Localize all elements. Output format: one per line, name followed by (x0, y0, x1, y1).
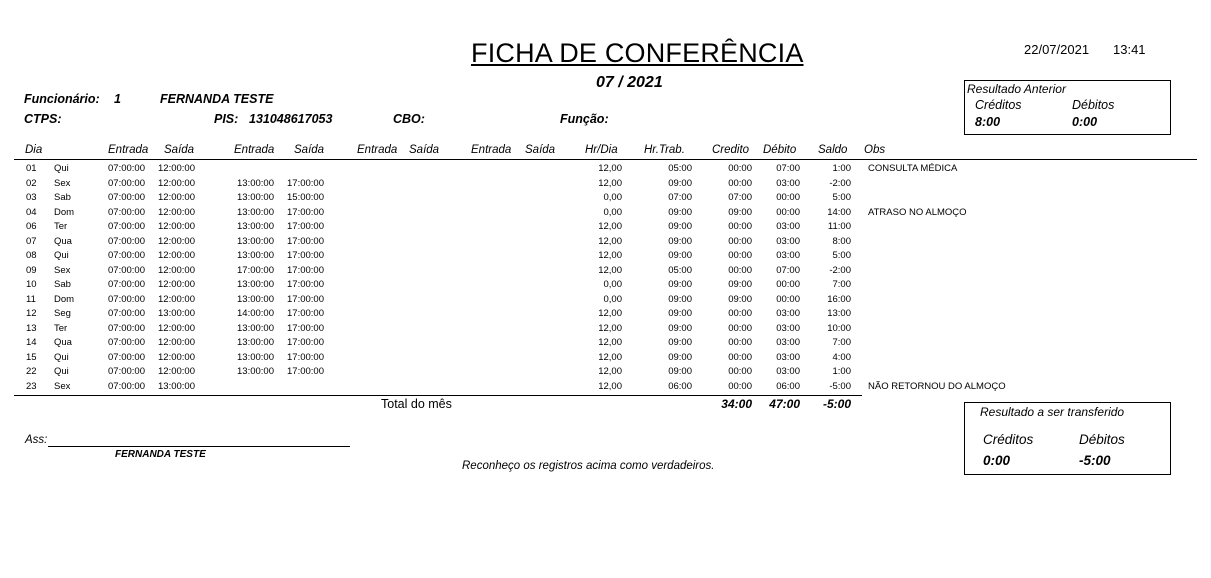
cell-saldo: 13:00 (827, 308, 851, 320)
cell-dia: 04 (26, 206, 37, 218)
cell-hr-trab: 09:00 (668, 250, 692, 262)
cell-hr-dia: 12,00 (598, 366, 622, 378)
cell-dia: 01 (26, 163, 37, 174)
cell-dow: Ter (54, 322, 68, 334)
col-saida-4: Saída (525, 144, 556, 156)
cell-credito: 00:00 (728, 250, 752, 262)
cell-entrada-1: 07:00:00 (108, 177, 145, 189)
cell-saida-1: 13:00:00 (158, 308, 195, 320)
cell-credito: 00:00 (728, 163, 752, 174)
cell-saida-2: 17:00:00 (287, 264, 324, 276)
cell-saida-1: 12:00:00 (158, 279, 195, 291)
transfer-creditos-label: Créditos (983, 432, 1034, 447)
total-credito: 34:00 (721, 397, 752, 411)
cell-saida-2: 17:00:00 (287, 308, 324, 320)
cell-entrada-2: 14:00:00 (237, 308, 274, 320)
cell-debito: 06:00 (776, 380, 800, 392)
cell-dow: Sex (54, 264, 71, 276)
transfer-creditos-value: 0:00 (983, 453, 1011, 468)
table-row (0, 163, 1211, 178)
cell-debito: 03:00 (776, 250, 800, 262)
cell-hr-trab: 07:00 (668, 192, 692, 204)
cell-debito: 03:00 (776, 177, 800, 189)
cell-entrada-2: 13:00:00 (237, 337, 274, 349)
cell-saldo: 11:00 (827, 221, 851, 233)
pis-value: 131048617053 (249, 112, 333, 126)
cell-hr-trab: 09:00 (668, 177, 692, 189)
cell-debito: 03:00 (776, 351, 800, 363)
cell-dow: Qui (54, 366, 69, 378)
col-credito: Credito (712, 144, 750, 156)
cell-hr-trab: 09:00 (668, 322, 692, 334)
cell-hr-trab: 09:00 (668, 221, 692, 233)
cell-saida-2: 17:00:00 (287, 250, 324, 262)
cell-entrada-2: 13:00:00 (237, 192, 274, 204)
cell-dow: Qui (54, 250, 69, 262)
transfer-debitos-value: -5:00 (1079, 453, 1111, 468)
col-saida-1: Saída (164, 144, 195, 156)
cell-hr-trab: 09:00 (668, 366, 692, 378)
cell-saida-2: 17:00:00 (287, 221, 324, 233)
col-hr-trab: Hr.Trab. (644, 144, 685, 156)
cell-hr-dia: 0,00 (603, 192, 622, 204)
cell-credito: 09:00 (728, 293, 752, 305)
cell-saldo: 16:00 (827, 293, 851, 305)
cell-entrada-2: 17:00:00 (237, 264, 274, 276)
cell-hr-trab: 09:00 (668, 206, 692, 218)
cell-hr-trab: 09:00 (668, 235, 692, 247)
print-time: 13:41 (1113, 42, 1146, 57)
cell-debito: 00:00 (776, 192, 800, 204)
cell-hr-dia: 12,00 (598, 264, 622, 276)
table-row (0, 192, 1211, 207)
table-row (0, 279, 1211, 294)
transfer-result-title: Resultado a ser transferido (980, 405, 1125, 419)
previous-debitos-label: Débitos (1072, 98, 1115, 112)
cell-saida-2: 17:00:00 (287, 177, 324, 189)
cell-entrada-1: 07:00:00 (108, 308, 145, 320)
cell-saldo: 10:00 (827, 322, 851, 334)
cell-dia: 07 (26, 235, 37, 247)
cell-entrada-1: 07:00:00 (108, 322, 145, 334)
cell-obs: ATRASO NO ALMOÇO (868, 206, 967, 218)
funcionario-name: FERNANDA TESTE (160, 92, 274, 106)
funcao-label: Função: (560, 112, 609, 126)
cell-saida-1: 12:00:00 (158, 206, 195, 218)
cell-hr-dia: 12,00 (598, 308, 622, 320)
cell-entrada-1: 07:00:00 (108, 264, 145, 276)
cell-credito: 00:00 (728, 322, 752, 334)
cell-dow: Dom (54, 206, 75, 218)
cell-saida-1: 12:00:00 (158, 177, 195, 189)
cell-debito: 07:00 (776, 264, 800, 276)
table-row (0, 207, 1211, 222)
cell-entrada-1: 07:00:00 (108, 163, 145, 174)
cell-hr-dia: 12,00 (598, 351, 622, 363)
transfer-debitos-label: Débitos (1079, 432, 1125, 447)
cell-dia: 23 (26, 380, 37, 392)
table-row (0, 221, 1211, 236)
cell-debito: 03:00 (776, 221, 800, 233)
declaration-text: Reconheço os registros acima como verdadeiros. (462, 460, 715, 472)
header-divider (14, 159, 1197, 160)
table-row (0, 352, 1211, 367)
cell-obs: CONSULTA MÉDICA (868, 163, 958, 174)
cell-saida-1: 12:00:00 (158, 221, 195, 233)
cell-saida-2: 17:00:00 (287, 279, 324, 291)
cell-obs: NÃO RETORNOU DO ALMOÇO (868, 380, 1006, 392)
cell-dia: 10 (26, 279, 37, 291)
cell-saida-1: 12:00:00 (158, 322, 195, 334)
cell-dow: Qua (54, 235, 72, 247)
cell-hr-dia: 0,00 (603, 206, 622, 218)
cell-saldo: 5:00 (832, 250, 851, 262)
cell-credito: 00:00 (728, 221, 752, 233)
cell-entrada-1: 07:00:00 (108, 192, 145, 204)
cell-dia: 02 (26, 177, 37, 189)
cell-saldo: 4:00 (832, 351, 851, 363)
cell-entrada-1: 07:00:00 (108, 380, 145, 392)
cell-saida-1: 12:00:00 (158, 235, 195, 247)
cell-entrada-1: 07:00:00 (108, 337, 145, 349)
totals-divider (14, 395, 862, 396)
cell-debito: 00:00 (776, 206, 800, 218)
table-row (0, 337, 1211, 352)
table-row (0, 366, 1211, 381)
cell-dia: 22 (26, 366, 37, 378)
cell-hr-trab: 09:00 (668, 337, 692, 349)
cell-dow: Qui (54, 163, 69, 174)
table-row (0, 250, 1211, 265)
cell-hr-dia: 12,00 (598, 163, 622, 174)
previous-debitos-value: 0:00 (1072, 115, 1098, 129)
signature-line (48, 446, 350, 447)
col-saida-2: Saída (294, 144, 325, 156)
cell-dow: Seg (54, 308, 71, 320)
cell-saldo: -2:00 (829, 177, 851, 189)
cell-entrada-2: 13:00:00 (237, 206, 274, 218)
table-row (0, 178, 1211, 193)
col-dia: Dia (25, 144, 43, 156)
col-obs: Obs (864, 144, 886, 156)
cell-credito: 07:00 (728, 192, 752, 204)
cell-credito: 09:00 (728, 279, 752, 291)
table-row (0, 308, 1211, 323)
cell-saida-1: 12:00:00 (158, 250, 195, 262)
cell-hr-trab: 09:00 (668, 279, 692, 291)
cell-hr-dia: 0,00 (603, 279, 622, 291)
cell-credito: 00:00 (728, 366, 752, 378)
cell-entrada-1: 07:00:00 (108, 279, 145, 291)
cell-debito: 03:00 (776, 366, 800, 378)
cell-debito: 07:00 (776, 163, 800, 174)
cell-entrada-2: 13:00:00 (237, 279, 274, 291)
cell-entrada-2: 13:00:00 (237, 177, 274, 189)
cell-entrada-2: 13:00:00 (237, 351, 274, 363)
cbo-label: CBO: (393, 112, 425, 126)
ctps-label: CTPS: (24, 112, 62, 126)
cell-entrada-1: 07:00:00 (108, 351, 145, 363)
cell-dow: Dom (54, 293, 75, 305)
cell-hr-trab: 09:00 (668, 308, 692, 320)
cell-entrada-2: 13:00:00 (237, 221, 274, 233)
cell-dow: Sab (54, 279, 71, 291)
cell-hr-dia: 12,00 (598, 380, 622, 392)
cell-hr-dia: 0,00 (603, 293, 622, 305)
cell-entrada-1: 07:00:00 (108, 366, 145, 378)
cell-entrada-1: 07:00:00 (108, 250, 145, 262)
cell-hr-dia: 12,00 (598, 177, 622, 189)
col-entrada-4: Entrada (471, 144, 512, 156)
cell-saida-1: 12:00:00 (158, 264, 195, 276)
cell-saida-1: 13:00:00 (158, 380, 195, 392)
cell-credito: 00:00 (728, 380, 752, 392)
cell-saida-2: 17:00:00 (287, 322, 324, 334)
cell-saida-1: 12:00:00 (158, 293, 195, 305)
cell-saldo: 7:00 (832, 279, 851, 291)
total-saldo: -5:00 (822, 397, 851, 411)
cell-hr-trab: 09:00 (668, 351, 692, 363)
cell-credito: 00:00 (728, 337, 752, 349)
cell-dia: 03 (26, 192, 37, 204)
previous-result-title: Resultado Anterior (967, 82, 1066, 96)
cell-hr-trab: 05:00 (668, 264, 692, 276)
cell-hr-dia: 12,00 (598, 322, 622, 334)
col-saida-3: Saída (409, 144, 440, 156)
table-row (0, 381, 1211, 396)
cell-saida-2: 17:00:00 (287, 337, 324, 349)
table-row (0, 236, 1211, 251)
cell-saida-2: 17:00:00 (287, 206, 324, 218)
cell-dia: 06 (26, 221, 37, 233)
cell-saida-2: 17:00:00 (287, 351, 324, 363)
cell-dia: 08 (26, 250, 37, 262)
cell-debito: 03:00 (776, 322, 800, 334)
cell-credito: 00:00 (728, 308, 752, 320)
cell-saida-2: 15:00:00 (287, 192, 324, 204)
cell-saida-2: 17:00:00 (287, 293, 324, 305)
cell-saldo: -2:00 (829, 264, 851, 276)
cell-saida-2: 17:00:00 (287, 235, 324, 247)
cell-hr-dia: 12,00 (598, 250, 622, 262)
cell-saldo: 1:00 (832, 163, 851, 174)
cell-dow: Sab (54, 192, 71, 204)
totals-label: Total do mês (381, 397, 452, 411)
funcionario-id: 1 (114, 92, 121, 106)
cell-entrada-1: 07:00:00 (108, 221, 145, 233)
cell-credito: 00:00 (728, 235, 752, 247)
cell-hr-trab: 09:00 (668, 293, 692, 305)
cell-entrada-1: 07:00:00 (108, 235, 145, 247)
pis-label: PIS: (214, 112, 239, 126)
cell-hr-dia: 12,00 (598, 221, 622, 233)
cell-entrada-2: 13:00:00 (237, 235, 274, 247)
cell-hr-dia: 12,00 (598, 337, 622, 349)
print-date: 22/07/2021 (1024, 42, 1090, 57)
cell-saida-1: 12:00:00 (158, 366, 195, 378)
cell-saldo: -5:00 (829, 380, 851, 392)
cell-debito: 03:00 (776, 337, 800, 349)
funcionario-label: Funcionário: (24, 92, 100, 106)
cell-credito: 00:00 (728, 264, 752, 276)
cell-dow: Sex (54, 177, 71, 189)
timesheet-table (0, 163, 1211, 395)
cell-saldo: 14:00 (827, 206, 851, 218)
cell-dia: 14 (26, 337, 37, 349)
cell-hr-trab: 05:00 (668, 163, 692, 174)
cell-saldo: 7:00 (832, 337, 851, 349)
cell-saida-2: 17:00:00 (287, 366, 324, 378)
col-entrada-3: Entrada (357, 144, 398, 156)
cell-debito: 00:00 (776, 293, 800, 305)
cell-hr-trab: 06:00 (668, 380, 692, 392)
cell-credito: 00:00 (728, 351, 752, 363)
cell-saida-1: 12:00:00 (158, 337, 195, 349)
table-row (0, 323, 1211, 338)
page-title: FICHA DE CONFERÊNCIA (471, 38, 804, 68)
cell-saldo: 8:00 (832, 235, 851, 247)
previous-creditos-label: Créditos (975, 98, 1022, 112)
cell-debito: 00:00 (776, 279, 800, 291)
cell-saida-1: 12:00:00 (158, 163, 195, 174)
period: 07 / 2021 (596, 74, 663, 91)
previous-result-box (964, 80, 1171, 135)
cell-entrada-2: 13:00:00 (237, 250, 274, 262)
cell-dia: 13 (26, 322, 37, 334)
cell-credito: 00:00 (728, 177, 752, 189)
table-row (0, 294, 1211, 309)
table-row (0, 265, 1211, 280)
col-entrada-1: Entrada (108, 144, 149, 156)
signature-label: Ass: (25, 434, 48, 446)
cell-saldo: 1:00 (832, 366, 851, 378)
cell-entrada-2: 13:00:00 (237, 293, 274, 305)
col-entrada-2: Entrada (234, 144, 275, 156)
cell-dia: 12 (26, 308, 37, 320)
cell-entrada-1: 07:00:00 (108, 293, 145, 305)
total-debito: 47:00 (769, 397, 800, 411)
cell-debito: 03:00 (776, 235, 800, 247)
cell-saldo: 5:00 (832, 192, 851, 204)
cell-debito: 03:00 (776, 308, 800, 320)
col-debito: Débito (763, 144, 797, 156)
col-hr-dia: Hr/Dia (585, 144, 618, 156)
cell-dow: Qua (54, 337, 72, 349)
cell-hr-dia: 12,00 (598, 235, 622, 247)
cell-dia: 09 (26, 264, 37, 276)
cell-entrada-2: 13:00:00 (237, 322, 274, 334)
cell-saida-1: 12:00:00 (158, 351, 195, 363)
cell-dow: Sex (54, 380, 71, 392)
transfer-result-box (964, 402, 1171, 475)
col-saldo: Saldo (818, 144, 848, 156)
cell-entrada-1: 07:00:00 (108, 206, 145, 218)
cell-saida-1: 12:00:00 (158, 192, 195, 204)
cell-entrada-2: 13:00:00 (237, 366, 274, 378)
cell-dia: 11 (26, 293, 36, 305)
previous-creditos-value: 8:00 (975, 115, 1001, 129)
cell-dia: 15 (26, 351, 37, 363)
cell-dow: Qui (54, 351, 69, 363)
signature-name: FERNANDA TESTE (115, 449, 206, 460)
cell-credito: 09:00 (728, 206, 752, 218)
cell-dow: Ter (54, 221, 68, 233)
